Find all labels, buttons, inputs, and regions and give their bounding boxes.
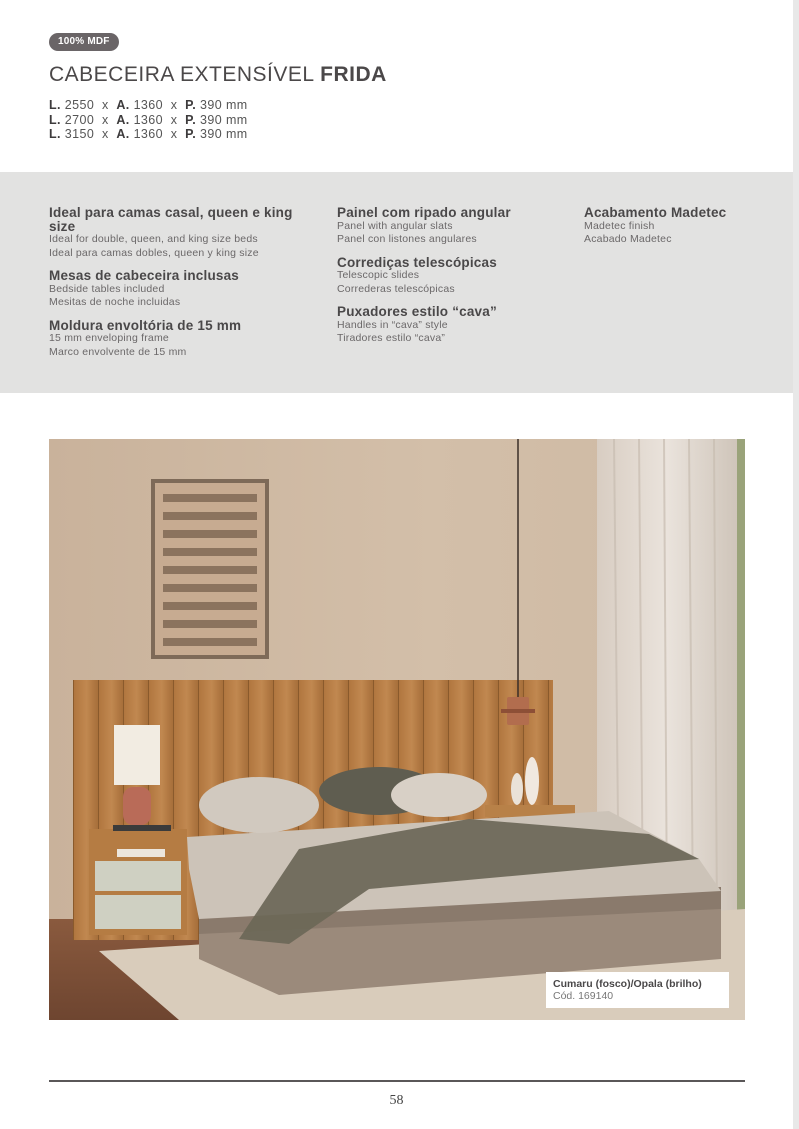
- dim-value: 390 mm: [200, 127, 248, 141]
- dim-value: 2550: [64, 98, 95, 112]
- product-photo: [49, 439, 745, 1020]
- dim-value: 390 mm: [200, 98, 248, 112]
- dim-separator: x: [170, 127, 178, 141]
- feature-item: [337, 256, 567, 297]
- feature-item: [49, 269, 304, 310]
- feature-item: [584, 206, 774, 247]
- dim-key: P.: [185, 127, 197, 141]
- feature-title: Painel com ripado angular: [337, 205, 511, 220]
- features-column-3: [584, 206, 774, 256]
- feature-en: Handles in “cava” style: [337, 318, 448, 331]
- dimension-row: [49, 98, 248, 113]
- dim-key: P.: [185, 98, 197, 112]
- dim-key: A.: [116, 112, 130, 127]
- dim-key: L.: [49, 127, 61, 141]
- feature-en: 15 mm enveloping frame: [49, 332, 169, 344]
- feature-es: Correderas telescópicas: [337, 282, 455, 295]
- feature-title: Corrediças telescópicas: [337, 254, 497, 270]
- feature-item: [49, 319, 304, 360]
- features-panel: [0, 172, 793, 393]
- feature-es: Panel con listones angulares: [337, 233, 477, 245]
- page-number: 58: [389, 1093, 404, 1108]
- feature-title: Moldura envoltória de 15 mm: [49, 317, 242, 333]
- dim-separator: x: [170, 112, 178, 127]
- feature-en: Panel with angular slats: [337, 219, 453, 232]
- page-edge: [793, 0, 799, 1129]
- dim-value: 1360: [133, 127, 163, 141]
- photo-caption: [546, 972, 729, 1008]
- product-title-prefix: CABECEIRA EXTENSÍVEL: [49, 63, 321, 86]
- dim-value: 2700: [64, 112, 95, 127]
- product-name: FRIDA: [320, 63, 387, 86]
- feature-es: Marco envolvente de 15 mm: [49, 345, 187, 358]
- feature-title: Ideal para camas casal, queen e king size: [49, 205, 293, 234]
- feature-es: Ideal para camas dobles, queen y king size: [49, 246, 259, 259]
- feature-item: [337, 305, 567, 346]
- feature-title: Puxadores estilo “cava”: [337, 304, 497, 319]
- features-column-2: [337, 206, 567, 355]
- footer-rule: [49, 1080, 745, 1082]
- feature-en: Bedside tables included: [49, 282, 165, 295]
- dim-value: 1360: [133, 98, 163, 112]
- feature-item: [337, 206, 567, 247]
- feature-en: Madetec finish: [584, 219, 655, 232]
- dim-separator: x: [101, 112, 109, 127]
- dimensions-list: [49, 98, 248, 142]
- feature-es: Tiradores estilo “cava”: [337, 332, 446, 344]
- dim-value: 390 mm: [200, 112, 248, 127]
- dim-value: 3150: [64, 127, 95, 141]
- caption-code: Cód. 169140: [553, 990, 614, 1002]
- dimension-row: [49, 127, 248, 142]
- dimension-row: [49, 113, 248, 128]
- dim-key: P.: [185, 112, 197, 127]
- feature-title: Acabamento Madetec: [584, 205, 727, 220]
- feature-es: Mesitas de noche incluidas: [49, 296, 181, 308]
- feature-es: Acabado Madetec: [584, 233, 672, 245]
- dim-value: 1360: [133, 112, 163, 127]
- feature-title: Mesas de cabeceira inclusas: [49, 268, 240, 283]
- feature-en: Telescopic slides: [337, 269, 420, 281]
- feature-en: Ideal for double, queen, and king size beds: [49, 233, 258, 245]
- dim-key: L.: [49, 98, 61, 112]
- dim-key: A.: [116, 127, 130, 141]
- dim-separator: x: [101, 98, 109, 112]
- dim-key: L.: [49, 112, 61, 127]
- caption-finish: Cumaru (fosco)/Opala (brilho): [553, 978, 702, 990]
- feature-item: [49, 206, 304, 260]
- dim-separator: x: [170, 98, 178, 112]
- features-column-1: [49, 206, 304, 368]
- dim-separator: x: [101, 127, 109, 141]
- dim-key: A.: [116, 98, 130, 112]
- product-title: [49, 63, 387, 87]
- material-badge: 100% MDF: [49, 33, 119, 51]
